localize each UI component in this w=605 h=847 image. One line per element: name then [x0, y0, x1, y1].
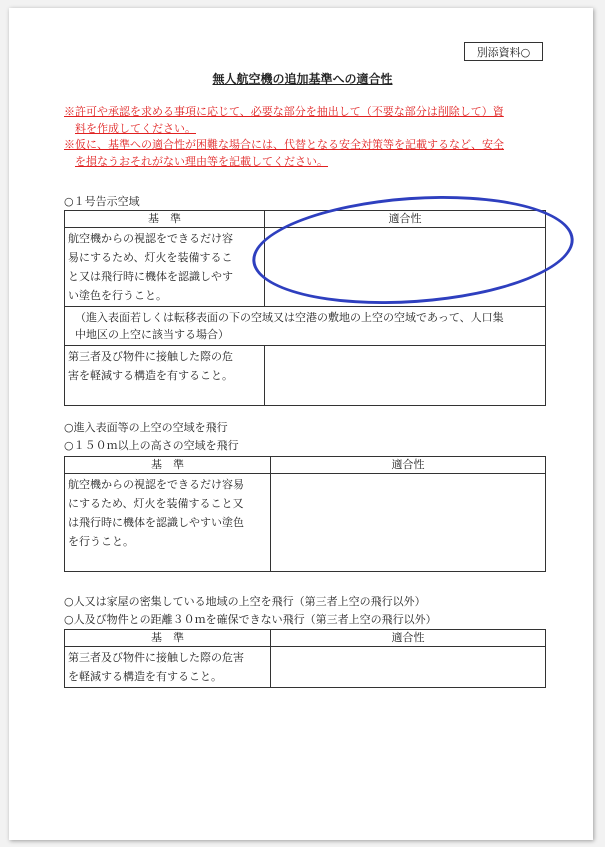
section2-heading-1: ○進入表面等の上空の空域を飛行 — [64, 421, 228, 434]
conformity-cell[interactable] — [265, 346, 546, 406]
instruction-notes — [64, 104, 548, 170]
appendix-label: 別添資料○ — [464, 42, 543, 61]
col-conformity-header: 適合性 — [271, 457, 546, 474]
table-header-row — [65, 457, 546, 474]
note-line: ※許可や承認を求める事項に応じて、必要な部分を抽出して（不要な部分は削除して）資 — [64, 105, 504, 118]
col-criteria-header: 基 準 — [65, 211, 265, 228]
note-line: を損なうおそれがない理由等を記載してください。 — [75, 154, 328, 168]
document-title: 無人航空機の追加基準への適合性 — [212, 72, 393, 86]
criteria-cell: 航空機からの視認をできるだけ容易 にするため、灯火を装備すること又 は飛行時に機体を認識しやすい塗色 を行うこと。 — [65, 474, 271, 572]
conformity-cell[interactable] — [271, 647, 546, 688]
section3-heading-1: ○人又は家屋の密集している地域の上空を飛行（第三者上空の飛行以外） — [64, 595, 426, 608]
table-row — [65, 307, 546, 346]
table-header-row — [65, 630, 546, 647]
col-criteria-header: 基 準 — [65, 457, 271, 474]
section2-table — [64, 456, 546, 572]
table-row — [65, 474, 546, 572]
col-criteria-header: 基 準 — [65, 630, 271, 647]
condition-note-cell: （進入表面若しくは転移表面の下の空域又は空港の敷地の上空の空域であって、人口集 中地区の上空に該当する場合） — [65, 307, 546, 346]
note-line: 料を作成してください。 — [75, 121, 196, 135]
section3-table — [64, 629, 546, 688]
criteria-cell: 第三者及び物件に接触した際の危 害を軽減する構造を有すること。 — [65, 346, 265, 406]
conformity-cell[interactable] — [271, 474, 546, 572]
table-row — [65, 346, 546, 406]
table-row — [65, 647, 546, 688]
section1-heading: ○１号告示空域 — [64, 195, 140, 208]
col-conformity-header: 適合性 — [271, 630, 546, 647]
section2-heading-2: ○１５０ｍ以上の高さの空域を飛行 — [64, 439, 239, 452]
col-conformity-header: 適合性 — [265, 211, 546, 228]
criteria-cell: 第三者及び物件に接触した際の危害 を軽減する構造を有すること。 — [65, 647, 271, 688]
criteria-cell: 航空機からの視認をできるだけ容 易にするため、灯火を装備するこ と又は飛行時に機体を認識しやす い塗色を行うこと。 — [65, 228, 265, 307]
note-line: ※仮に、基準への適合性が困難な場合には、代替となる安全対策等を記載するなど、安全 — [64, 138, 504, 151]
section3-heading-2: ○人及び物件との距離３０ｍを確保できない飛行（第三者上空の飛行以外） — [64, 613, 437, 626]
